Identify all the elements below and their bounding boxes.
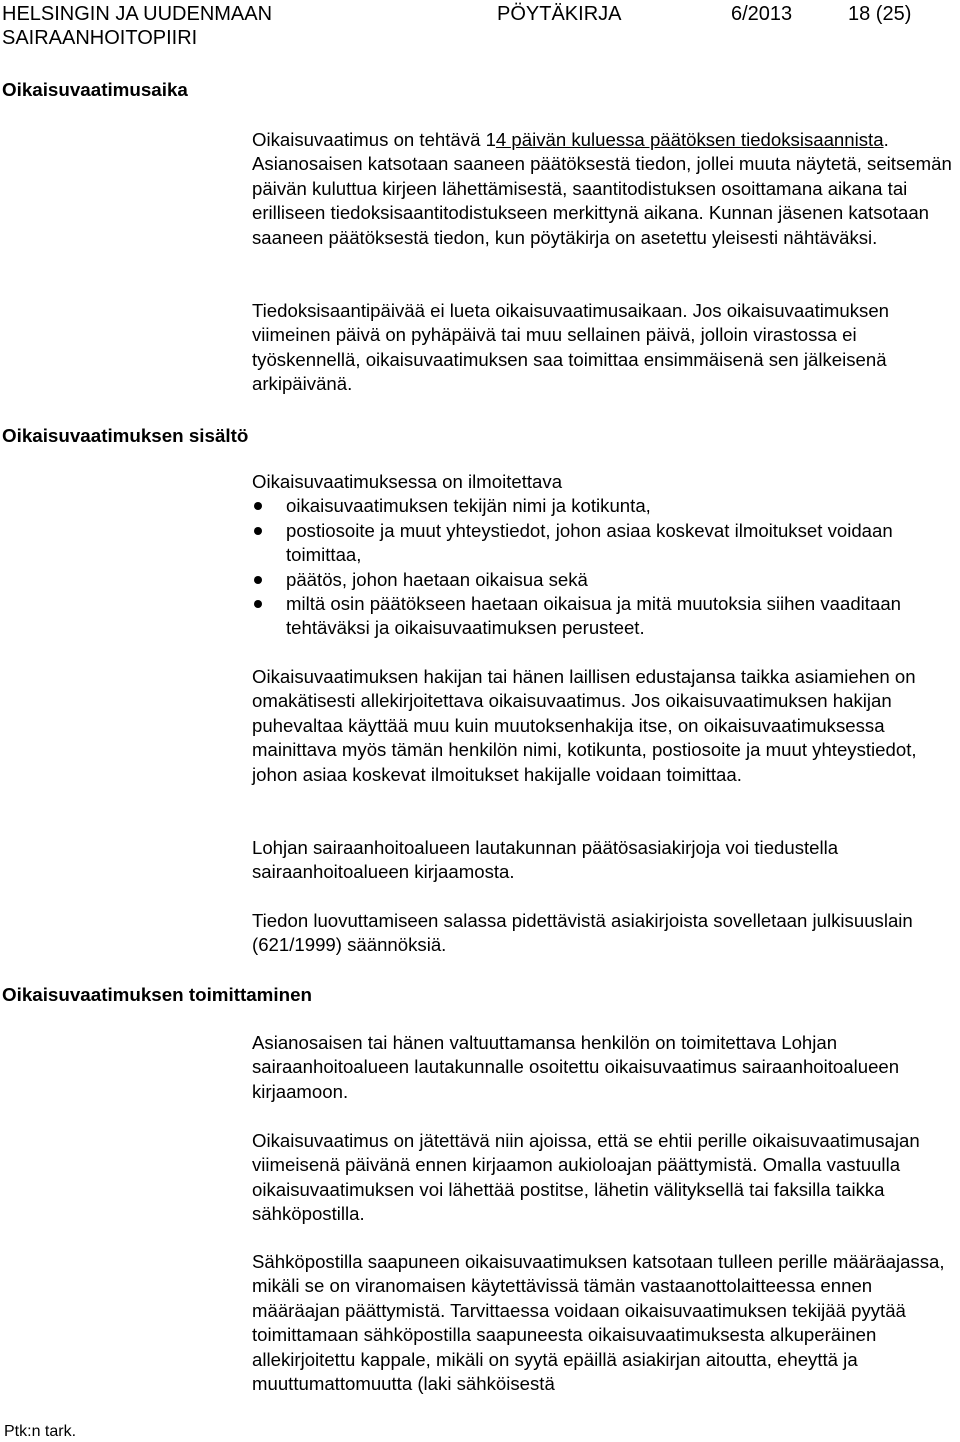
list-item [252,568,958,592]
paragraph-appeal-period-start: Oikaisuvaatimus on tehtävä 1 [252,129,496,150]
paragraph-appeal-period [252,128,958,250]
document-number: 6/2013 [731,3,793,25]
section-heading-appeal-period: Oikaisuvaatimusaika [2,79,188,100]
paragraph-appeal-content-intro: Oikaisuvaatimuksessa on ilmoitettava [252,471,563,492]
section-heading-appeal-content: Oikaisuvaatimuksen sisältö [2,425,249,446]
minutes-checker-label: Ptk:n tark. [4,1423,77,1440]
paragraph-appeal-period-underlined: 4 päivän kuluessa päätöksen tiedoksisaannista [495,129,884,150]
bullet-icon [254,600,262,608]
list-item [252,494,958,518]
appeal-content-list [252,494,958,640]
document-type: PÖYTÄKIRJA [497,3,622,25]
paragraph-submission-deadline: Oikaisuvaatimus on jätettävä niin ajoissa, että se ehtii perille oikaisuvaatimusajan viimeisenä päivänä ennen kirjaamon aukioloajan päättymistä. Omalla vastuulla oikaisuvaatimuksen voi lähettää postitse, lähetin välityksellä tai faksilla taikka sähköpostilla. [252,1130,920,1225]
list-item-text: päätös, johon haetaan oikaisua sekä [286,568,588,590]
paragraph-signature-requirement: Oikaisuvaatimuksen hakijan tai hänen laillisen edustajansa taikka asiamiehen on omakätisesti allekirjoitettava oikaisuvaatimus. Jos oikaisuvaatimuksen hakijan puhevaltaa käyttää muu kuin muutoksenhakija itse, on oikaisuvaatimuksessa mainittava myös tämän henkilön nimi, kotikunta, postiosoite ja muut yhteystiedot, johon asiaa koskevat ilmoitukset hakijalle voidaan toimittaa. [252,666,917,785]
paragraph-email-submission: Sähköpostilla saapuneen oikaisuvaatimuksen katsotaan tulleen perille määräajassa, mikäli se on viranomaisen käytettävissä tämän vastaanottolaitteessa ennen määräajan päättymistä. Tarvittaessa voidaan oikaisuvaatimuksen tekijää pyytää toimittamaan sähköpostilla saapuneesta oikaisuvaatimuksesta alkuperäinen allekirjoitettu kappale, mikäli on syytä epäillä asiakirjan aitoutta, eheyttä ja muuttumattomuutta (laki sähköisestä [252,1251,945,1395]
bullet-icon [254,502,262,510]
paragraph-confidentiality: Tiedon luovuttamiseen salassa pidettävistä asiakirjoista sovelletaan julkisuuslain (621/1999) säännöksiä. [252,910,913,956]
list-item-text: postiosoite ja muut yhteystiedot, johon asiaa koskevat ilmoitukset voidaan toimittaa, [286,519,893,566]
paragraph-submission-address: Asianosaisen tai hänen valtuuttamansa henkilön on toimitettava Lohjan sairaanhoitoalueen lautakunnalle osoitettu oikaisuvaatimus sairaanhoitoalueen kirjaamoon. [252,1032,900,1102]
list-item-text: miltä osin päätökseen haetaan oikaisua ja mitä muutoksia siihen vaaditaan tehtäväksi ja oikaisuvaatimuksen perusteet. [286,593,902,639]
organization-name-line1: HELSINGIN JA UUDENMAAN [2,3,273,25]
organization-name [2,2,272,50]
paragraph-notification-day: Tiedoksisaantipäivää ei lueta oikaisuvaatimusaikaan. Jos oikaisuvaatimuksen viimeinen päivä on pyhäpäivä tai muu sellainen päivä, jolloin virastossa ei työskennellä, oikaisuvaatimuksen saa toimittaa ensimmäisenä sen jälkeisenä arkipäivänä. [252,300,890,395]
section-heading-appeal-submission: Oikaisuvaatimuksen toimittaminen [2,984,312,1005]
paragraph-appeal-period-rest: . Asianosaisen katsotaan saaneen päätöksestä tiedon, jollei muuta näytetä, seitsemän päivän kuluttua kirjeen lähettämisestä, saantitodistuksen osoittamana aikana tai erilliseen tiedoksisaantitodistukseen merkittynä aikana. Kunnan jäsenen katsotaan saaneen päätöksestä tiedon, kun pöytäkirja on asetettu yleisesti nähtäväksi. [252,129,952,248]
list-item [252,519,958,568]
list-item-text: oikaisuvaatimuksen tekijän nimi ja kotikunta, [286,495,651,517]
paragraph-document-inquiry: Lohjan sairaanhoitoalueen lautakunnan päätösasiakirjoja voi tiedustella sairaanhoitoalueen kirjaamosta. [252,837,839,883]
bullet-icon [254,576,262,584]
organization-name-line2: SAIRAANHOITOPIIRI [2,27,198,49]
list-item [252,592,958,641]
bullet-icon [254,527,262,535]
page-number: 18 (25) [848,3,912,25]
appeal-content-block [252,470,958,641]
